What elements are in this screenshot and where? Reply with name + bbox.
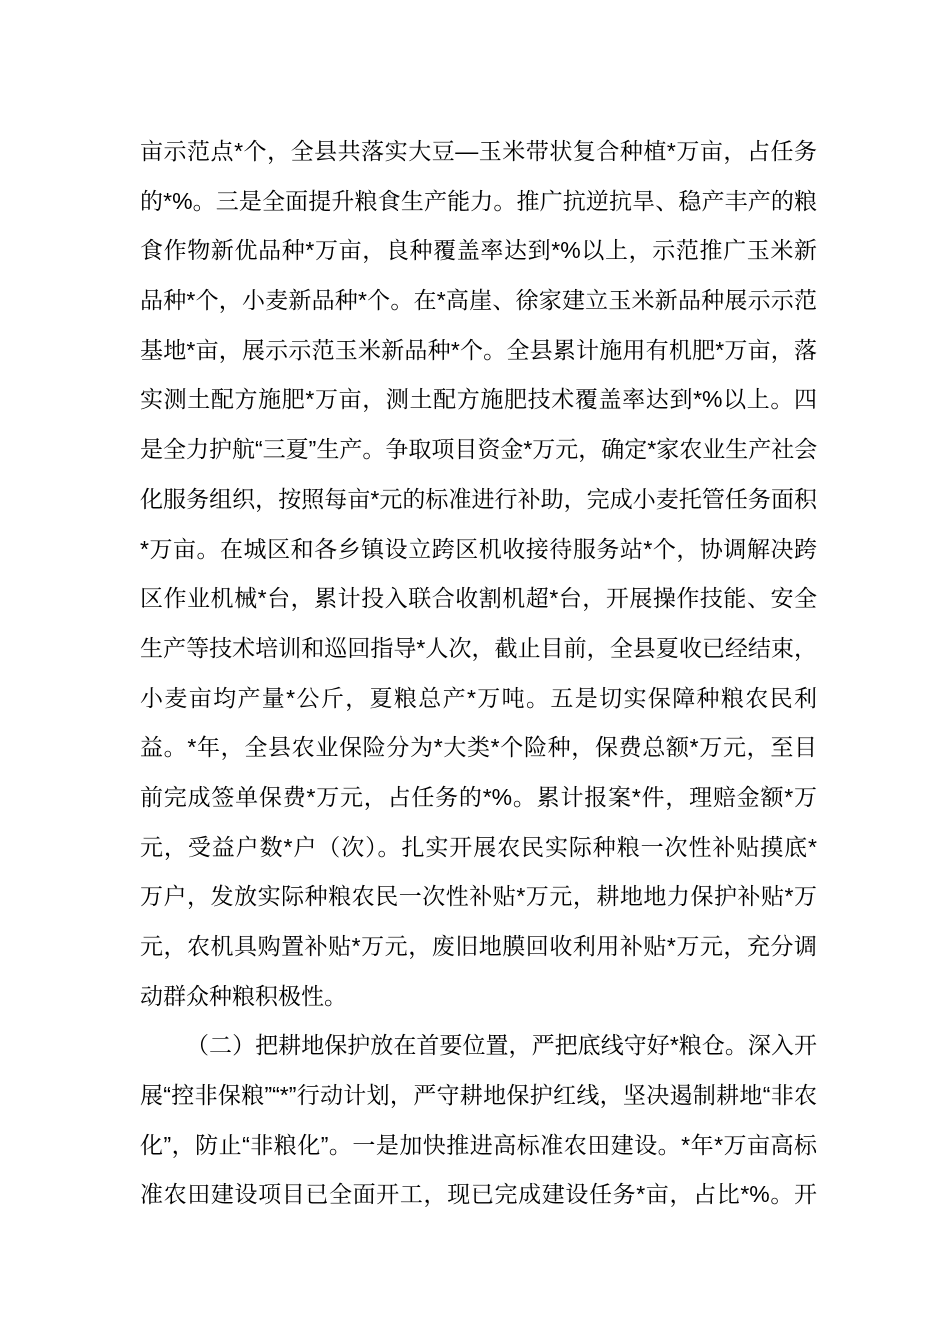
text-line: 小麦亩均产量*公斤，夏粮总产*万吨。五是切实保障种粮农民利 <box>140 684 817 711</box>
text-line: 动群众种粮积极性。 <box>140 982 347 1009</box>
text-line: 区作业机械*台，累计投入联合收割机超*台，开展操作技能、安全 <box>140 585 817 612</box>
text-line: 品种*个，小麦新品种*个。在*高崖、徐家建立玉米新品种展示示范 <box>140 287 817 314</box>
text-line: 基地*亩，展示示范玉米新品种*个。全县累计施用有机肥*万亩，落 <box>140 336 817 363</box>
text-line: 是全力护航“三夏”生产。争取项目资金*万元，确定*家农业生产社会 <box>140 436 817 463</box>
text-line: 生产等技术培训和巡回指导*人次，截止目前，全县夏收已经结束， <box>140 634 817 661</box>
text-line: 元，农机具购置补贴*万元，废旧地膜回收利用补贴*万元，充分调 <box>140 933 817 959</box>
text-line: 元，受益户数*户（次）。扎实开展农民实际种粮一次性补贴摸底* <box>140 833 817 860</box>
text-line: 亩示范点*个，全县共落实大豆—玉米带状复合种植*万亩，占任务 <box>140 138 817 164</box>
text-line: 化服务组织，按照每亩*元的标准进行补助，完成小麦托管任务面积 <box>140 485 817 512</box>
text-line: 万户，发放实际种粮农民一次性补贴*万元，耕地地力保护补贴*万 <box>140 883 817 910</box>
text-line: 准农田建设项目已全面开工，现已完成建设任务*亩，占比*%。开 <box>140 1181 817 1208</box>
paragraph <box>140 127 817 1021</box>
text-line: *万亩。在城区和各乡镇设立跨区机收接待服务站*个，协调解决跨 <box>140 535 817 562</box>
text-line: 益。*年，全县农业保险分为*大类*个险种，保费总额*万元，至目 <box>140 734 817 761</box>
document-text-block <box>140 127 817 1220</box>
text-line: 化”，防止“非粮化”。一是加快推进高标准农田建设。*年*万亩高标 <box>140 1131 817 1158</box>
text-line: （二）把耕地保护放在首要位置，严把底线守好*粮仓。深入开 <box>186 1032 817 1059</box>
text-line: 食作物新优品种*万亩，良种覆盖率达到*%以上，示范推广玉米新 <box>140 237 817 264</box>
text-line: 前完成签单保费*万元，占任务的*%。累计报案*件，理赔金额*万 <box>140 783 817 810</box>
paragraph <box>140 1021 817 1220</box>
text-line: 实测土配方施肥*万亩，测土配方施肥技术覆盖率达到*%以上。四 <box>140 386 817 413</box>
text-line: 展“控非保粮”“*”行动计划，严守耕地保护红线，坚决遏制耕地“非农 <box>140 1082 817 1109</box>
text-line: 的*%。三是全面提升粮食生产能力。推广抗逆抗旱、稳产丰产的粮 <box>140 187 817 214</box>
